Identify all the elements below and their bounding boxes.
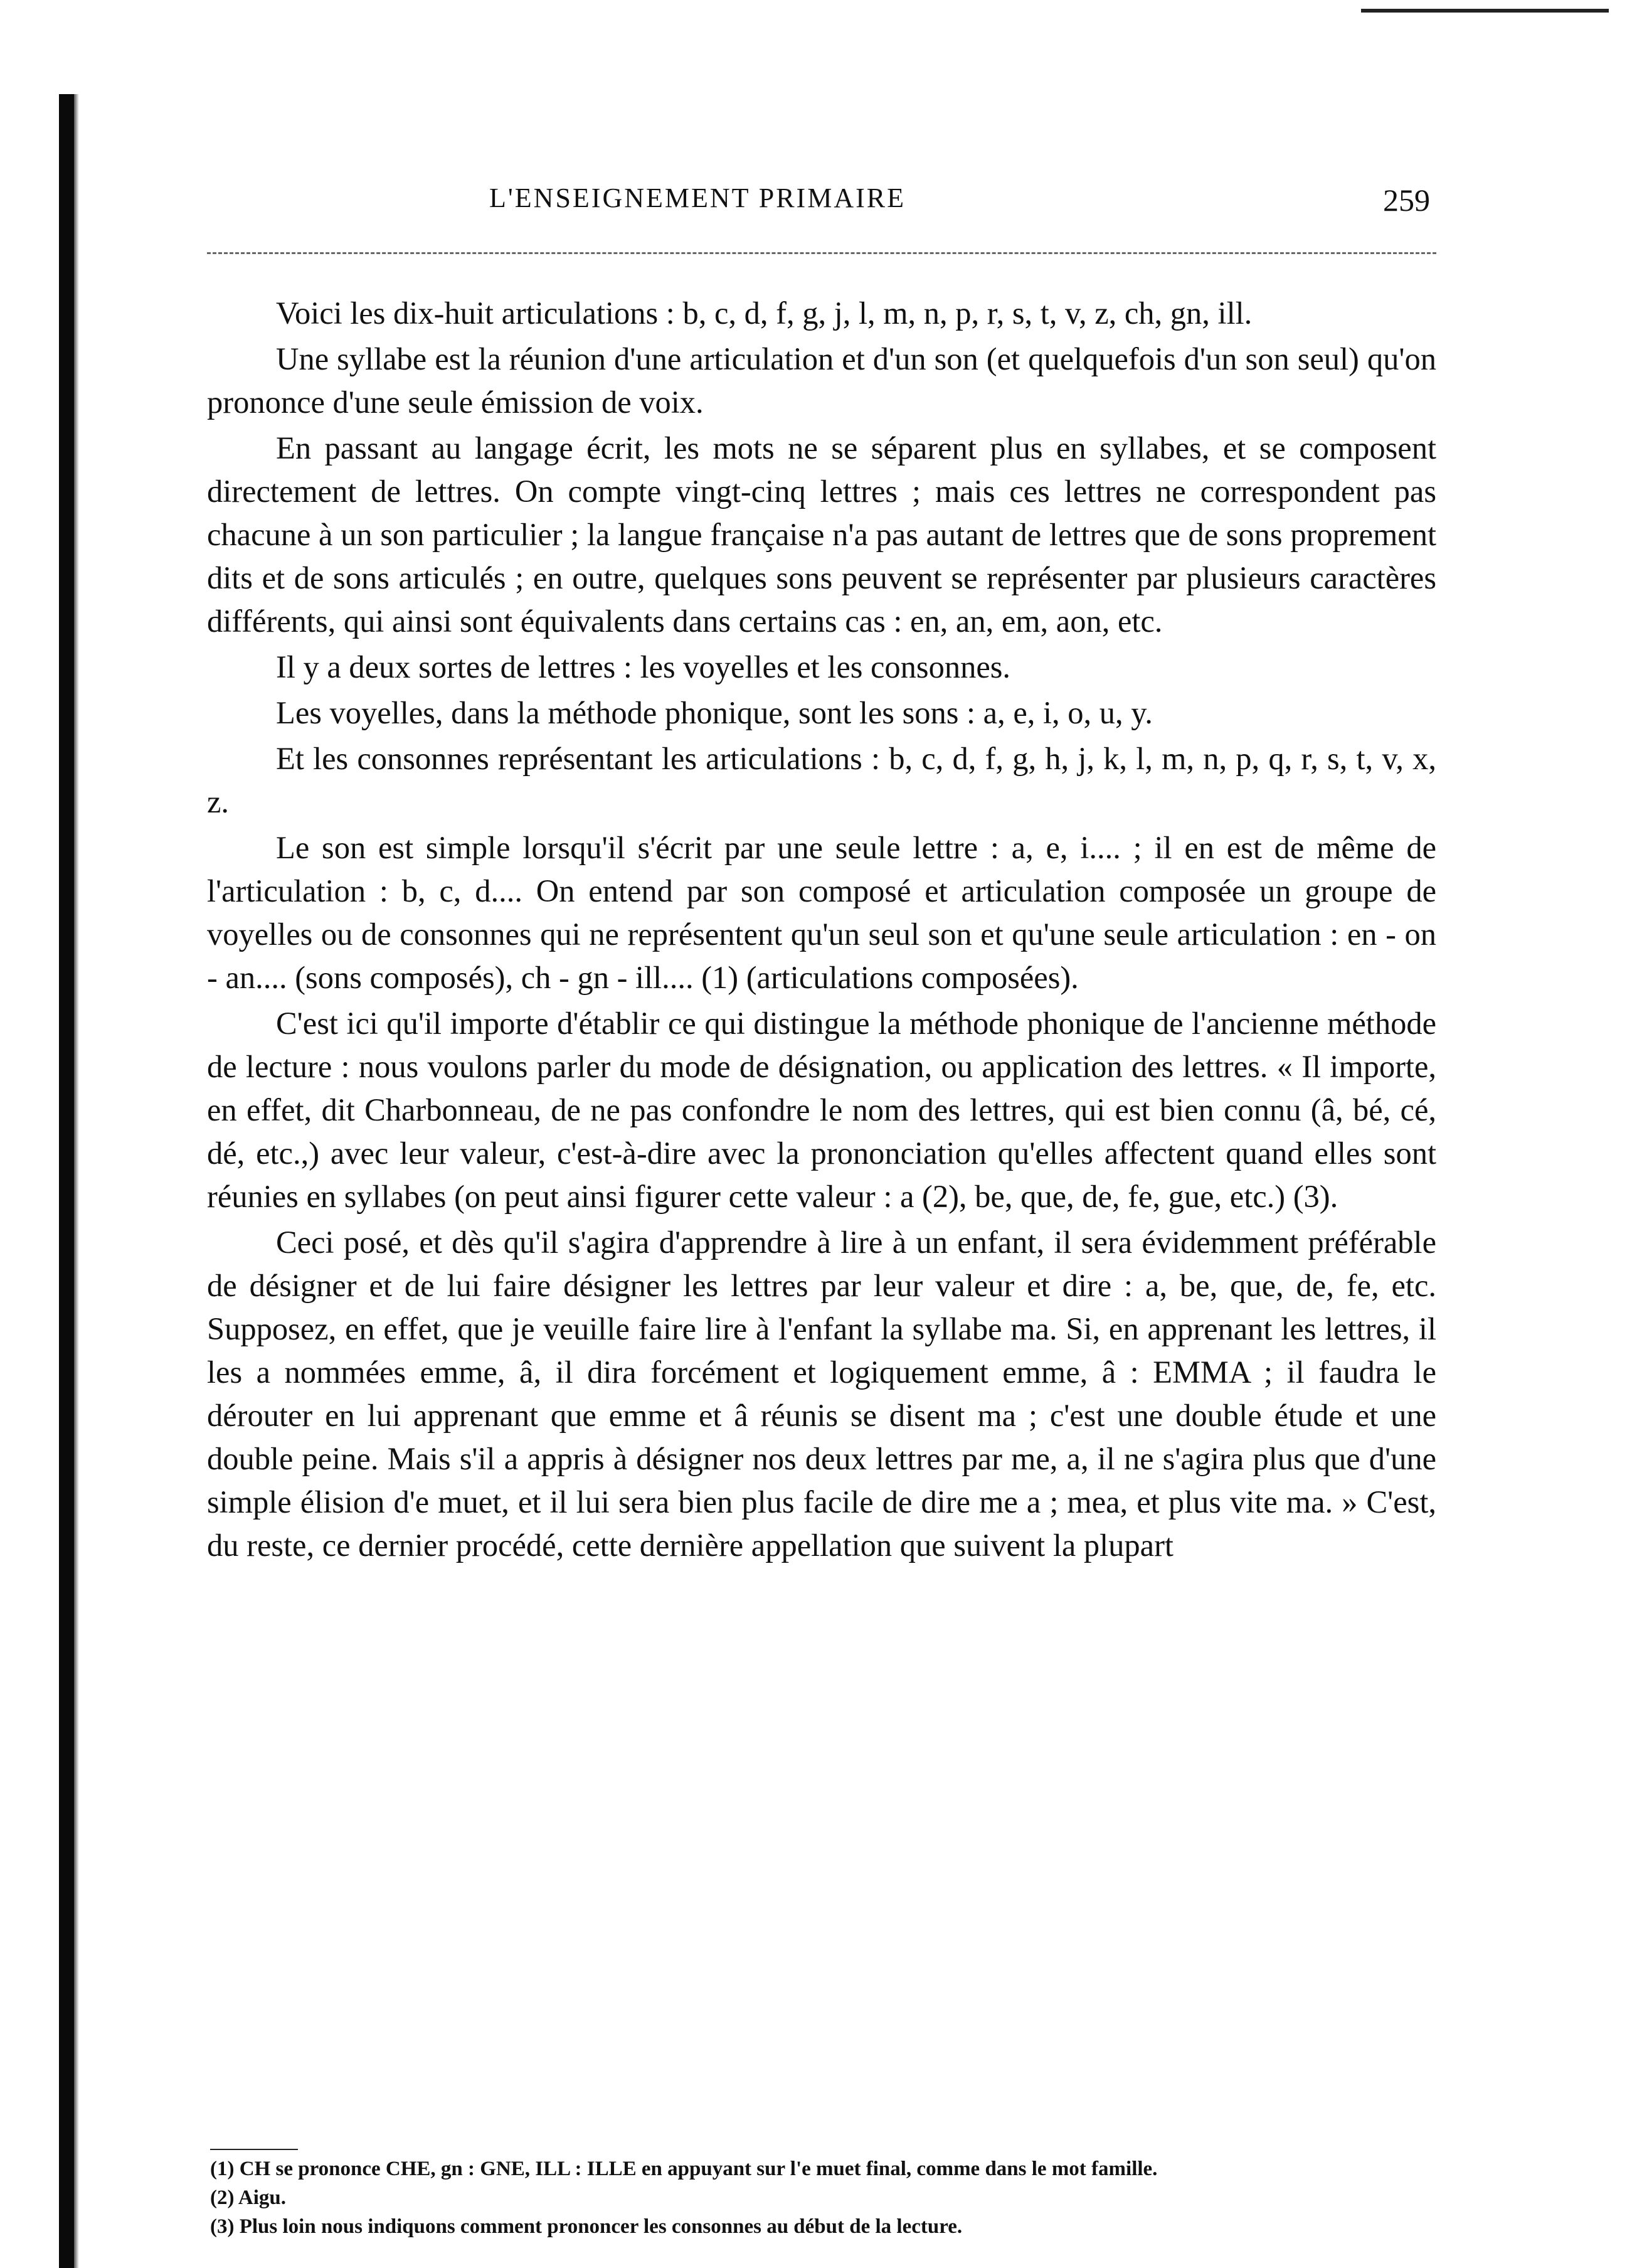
- footnotes: [210, 2156, 1414, 2243]
- paragraph: Les voyelles, dans la méthode phonique, sont les sons : a, e, i, o, u, y.: [276, 695, 1153, 730]
- footnote: (1) CH se prononce CHE, gn : GNE, ILL : ILLE en appuyant sur l'e muet final, comme dans le mot famille.: [210, 2158, 1158, 2180]
- paragraph: Ceci posé, et dès qu'il s'agira d'apprendre à lire à un enfant, il sera évidemment préférable de désigner et de lui faire désigner les lettres par leur valeur et dire : a, be, que, de, fe, etc. Supposez, en effet, que je veuille faire lire à l'enfant la syllabe ma. Si, en apprenant les lettres, il les a nommées emme, â, il dira forcément et logiquement emme, â : EMMA ; il faudra le dérouter en lui apprenant que emme et â réunis se disent ma ; c'est une double étude et une double peine. Mais s'il a appris à désigner nos deux lettres par me, a, il ne s'agira plus que d'une simple élision d'e muet, et il lui sera bien plus facile de dire me a ; mea, et plus vite ma. » C'est, du reste, ce dernier procédé, cette dernière appellation que suivent la plupart: [207, 1225, 1436, 1563]
- footnote: (3) Plus loin nous indiquons comment prononcer les consonnes au début de la lecture.: [210, 2215, 963, 2238]
- paragraph: Et les consonnes représentant les articulations : b, c, d, f, g, h, j, k, l, m, n, p, q, r, s, t, v, x, z.: [207, 741, 1436, 819]
- paragraph: Voici les dix-huit articulations : b, c, d, f, g, j, l, m, n, p, r, s, t, v, z, ch, gn, ill.: [276, 295, 1253, 331]
- book-spine-shadow: [59, 94, 74, 2268]
- running-title: L'ENSEIGNEMENT PRIMAIRE: [489, 183, 906, 213]
- body-text: [207, 292, 1436, 1567]
- page-header: [213, 182, 1430, 232]
- paragraph: En passant au langage écrit, les mots ne se séparent plus en syllabes, et se composent directement de lettres. On compte vingt-cinq lettres ; mais ces lettres ne correspondent pas chacune à un son particulier ; la langue française n'a pas autant de lettres que de sons proprement dits et de sons articulés ; en outre, quelques sons peuvent se représenter par plusieurs caractères différents, qui ainsi sont équivalents dans certains cas : en, an, em, aon, etc.: [207, 430, 1436, 639]
- footnote-separator-visible: [210, 2149, 298, 2150]
- paragraph: Le son est simple lorsqu'il s'écrit par une seule lettre : a, e, i.... ; il en est de même de l'articulation : b, c, d.... On entend par son composé et articulation composée un groupe de voyelles ou de consonnes qui ne représentent qu'un seul son et qu'une seule articulation : en - on - an.... (sons composés), ch - gn - ill.... (1) (articulations composées).: [207, 830, 1436, 995]
- spine-gradient: [74, 94, 79, 2268]
- page-number: 259: [1383, 183, 1430, 218]
- paragraph: Une syllabe est la réunion d'une articulation et d'un son (et quelquefois d'un son seul) qu'on prononce d'une seule émission de voix.: [207, 341, 1436, 420]
- paragraph: Il y a deux sortes de lettres : les voyelles et les consonnes.: [276, 649, 1011, 684]
- top-edge-rule: [1361, 9, 1609, 13]
- header-rule: [207, 252, 1436, 254]
- footnote: (2) Aigu.: [210, 2186, 287, 2209]
- paragraph: C'est ici qu'il importe d'établir ce qui distingue la méthode phonique de l'ancienne méthode de lecture : nous voulons parler du mode de désignation, ou application des lettres. « Il importe, en effet, dit Charbonneau, de ne pas confondre le nom des lettres, qui est bien connu (â, bé, cé, dé, etc.,) avec leur valeur, c'est-à-dire avec la prononciation qu'elles affectent quand elles sont réunies en syllabes (on peut ainsi figurer cette valeur : a (2), be, que, de, fe, gue, etc.) (3).: [207, 1006, 1436, 1214]
